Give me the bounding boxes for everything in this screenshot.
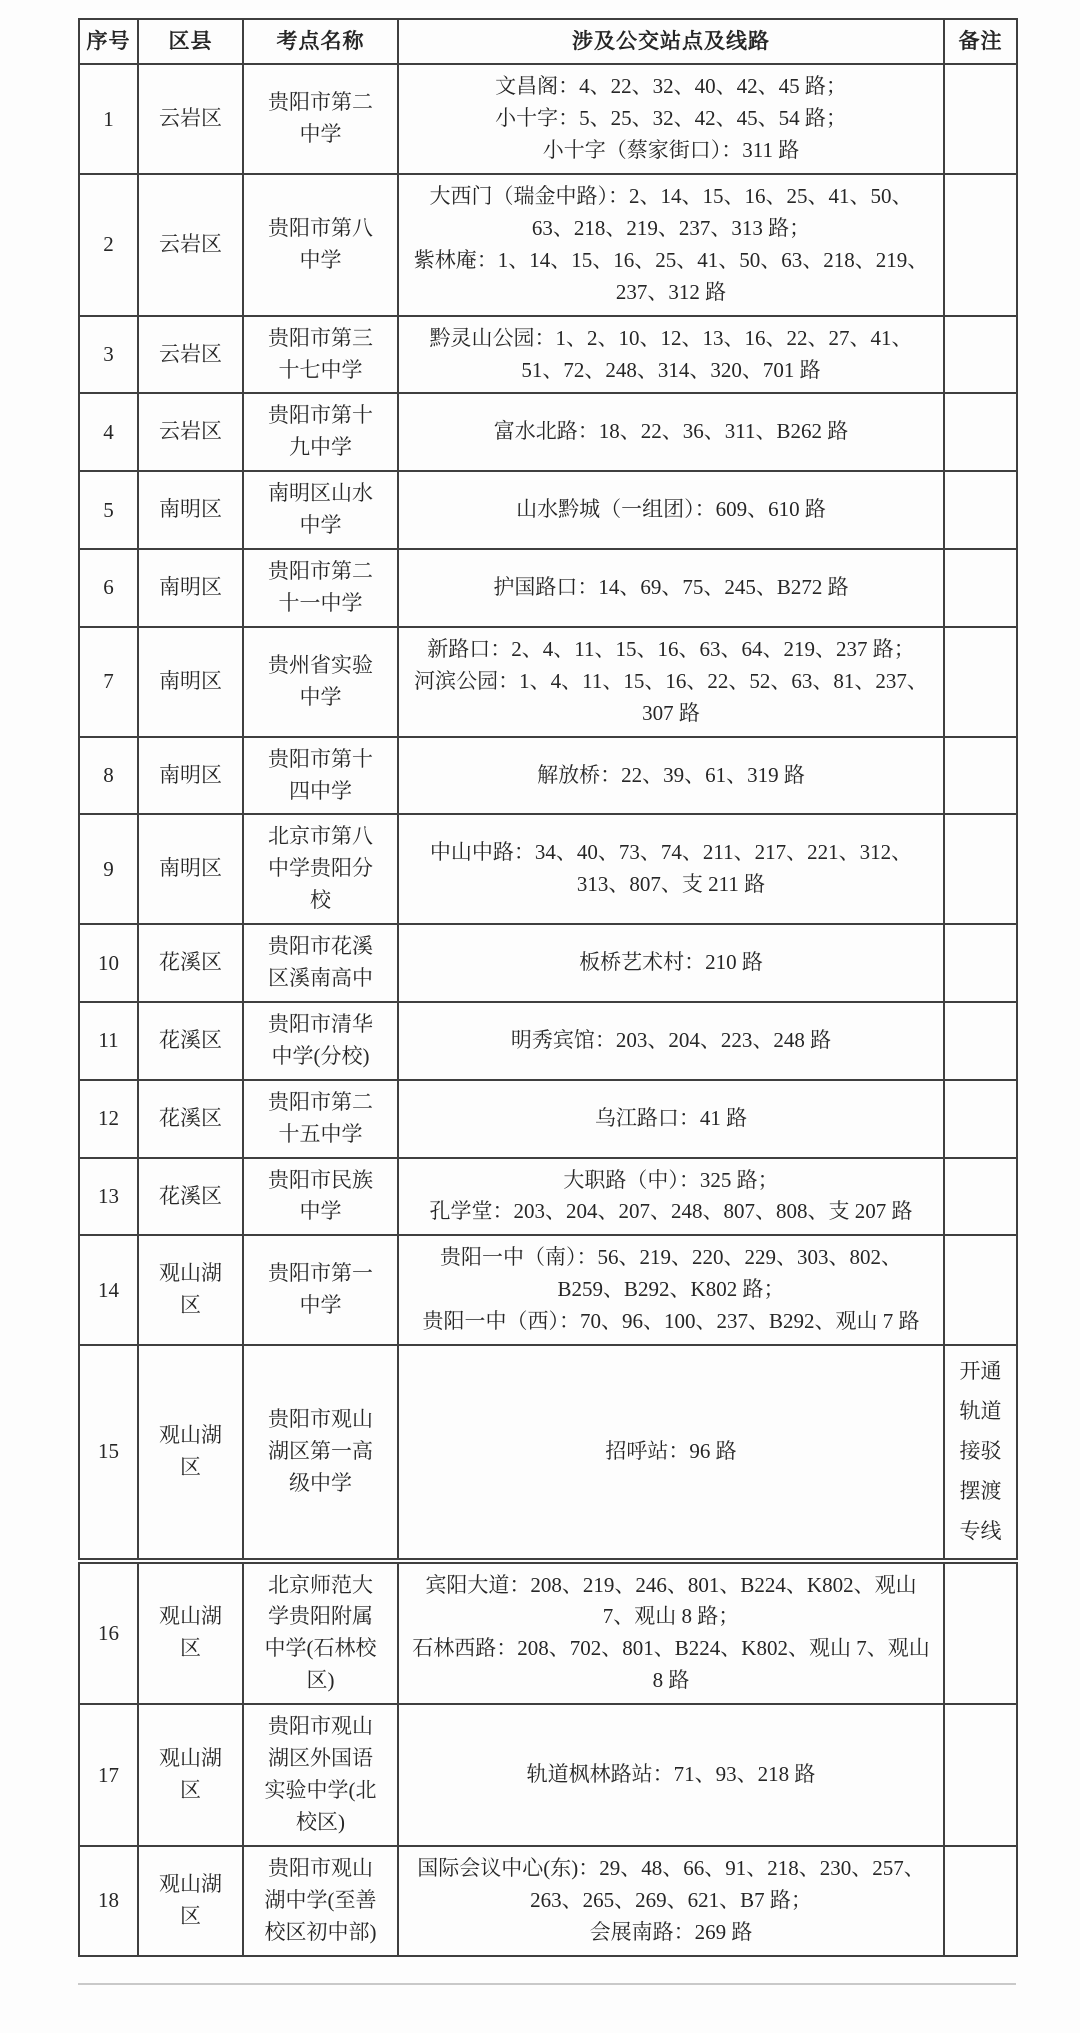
remark-cell <box>944 316 1017 394</box>
remark-cell <box>944 1080 1017 1158</box>
school-cell: 贵阳市第八中学 <box>243 174 398 316</box>
row-number-cell: 8 <box>79 737 138 815</box>
table-row <box>79 174 1017 316</box>
bus-routes-table <box>78 18 1018 1957</box>
table-row <box>79 1561 1017 1705</box>
district-cell: 观山湖区 <box>138 1235 243 1345</box>
district-cell: 云岩区 <box>138 174 243 316</box>
row-number-cell: 10 <box>79 924 138 1002</box>
route-line: 大西门（瑞金中路）：2、14、15、16、25、41、50、63、218、219、237、313 路； <box>429 184 913 240</box>
school-cell: 贵阳市清华中学(分校) <box>243 1002 398 1080</box>
table-row <box>79 316 1017 394</box>
routes-cell <box>398 316 944 394</box>
route-line: 紫林庵：1、14、15、16、25、41、50、63、218、219、237、312 路 <box>413 247 929 304</box>
routes-cell <box>398 814 944 924</box>
remark-cell <box>944 1158 1017 1236</box>
district-cell: 南明区 <box>138 737 243 815</box>
district-cell: 云岩区 <box>138 393 243 471</box>
header-row <box>79 19 1017 64</box>
table-row <box>79 1002 1017 1080</box>
row-number-cell: 3 <box>79 316 138 394</box>
table-row <box>79 627 1017 737</box>
district-cell: 花溪区 <box>138 1158 243 1236</box>
routes-cell <box>398 1002 944 1080</box>
route-line: 小十字（蔡家街口）：311 路 <box>542 138 800 163</box>
row-number-cell: 6 <box>79 549 138 627</box>
header-district: 区县 <box>138 19 243 64</box>
route-line: 黔灵山公园：1、2、10、12、13、16、22、27、41、51、72、248、314、320、701 路 <box>429 325 913 382</box>
route-line: 中山中路：34、40、73、74、211、217、221、312、313、807、支 211 路 <box>429 840 913 897</box>
route-line: 国际会议中心(东)：29、48、66、91、218、230、257、263、265、269、621、B7 路； <box>417 1855 925 1912</box>
header-no: 序号 <box>79 19 138 64</box>
row-number-cell: 16 <box>79 1561 138 1705</box>
row-number-cell: 1 <box>79 64 138 174</box>
routes-cell <box>398 627 944 737</box>
route-line: 河滨公园：1、4、11、15、16、22、52、63、81、237、307 路 <box>414 668 928 725</box>
route-line: 轨道枫林路站：71、93、218 路 <box>526 1762 816 1787</box>
routes-cell <box>398 1846 944 1956</box>
school-cell: 贵阳市第十九中学 <box>243 393 398 471</box>
row-number-cell: 11 <box>79 1002 138 1080</box>
remark-cell <box>944 924 1017 1002</box>
school-cell: 贵阳市第二中学 <box>243 64 398 174</box>
table-row <box>79 393 1017 471</box>
table-row <box>79 1158 1017 1236</box>
routes-cell <box>398 1080 944 1158</box>
school-cell: 贵阳市第一中学 <box>243 1235 398 1345</box>
remark-cell: 开通轨道接驳摆渡专线 <box>944 1345 1017 1560</box>
school-cell: 贵阳市第二十五中学 <box>243 1080 398 1158</box>
route-line: 孔学堂：203、204、207、248、807、808、支 207 路 <box>429 1199 913 1224</box>
row-number-cell: 4 <box>79 393 138 471</box>
district-cell: 观山湖区 <box>138 1704 243 1846</box>
district-cell: 花溪区 <box>138 1002 243 1080</box>
district-cell: 花溪区 <box>138 924 243 1002</box>
remark-cell <box>944 627 1017 737</box>
district-cell: 云岩区 <box>138 64 243 174</box>
district-cell: 云岩区 <box>138 316 243 394</box>
routes-cell <box>398 471 944 549</box>
school-cell: 南明区山水中学 <box>243 471 398 549</box>
route-line: 招呼站：96 路 <box>605 1438 737 1463</box>
district-cell: 花溪区 <box>138 1080 243 1158</box>
school-cell: 北京师范大学贵阳附属中学(石林校区) <box>243 1561 398 1705</box>
row-number-cell: 14 <box>79 1235 138 1345</box>
table-header <box>79 19 1017 64</box>
routes-cell <box>398 1235 944 1345</box>
next-page-rule <box>78 1983 1016 1985</box>
remark-cell <box>944 737 1017 815</box>
school-cell: 贵阳市观山湖区外国语实验中学(北校区) <box>243 1704 398 1846</box>
row-number-cell: 5 <box>79 471 138 549</box>
remark-cell <box>944 64 1017 174</box>
route-line: 板桥艺术村：210 路 <box>579 950 763 975</box>
route-line: 小十字：5、25、32、42、45、54 路； <box>495 106 847 131</box>
route-line: 解放桥：22、39、61、319 路 <box>537 762 805 787</box>
row-number-cell: 17 <box>79 1704 138 1846</box>
route-line: 新路口：2、4、11、15、16、63、64、219、237 路； <box>427 636 915 661</box>
route-line: 贵阳一中（西）：70、96、100、237、B292、观山 7 路 <box>422 1309 920 1334</box>
routes-cell <box>398 1704 944 1846</box>
routes-cell <box>398 1345 944 1560</box>
route-line: 会展南路：269 路 <box>589 1919 753 1944</box>
remark-cell <box>944 174 1017 316</box>
route-line: 贵阳一中（南）：56、219、220、229、303、802、B259、B292、K802 路； <box>440 1245 902 1302</box>
row-number-cell: 9 <box>79 814 138 924</box>
table-row <box>79 1704 1017 1846</box>
remark-cell <box>944 1002 1017 1080</box>
route-line: 明秀宾馆：203、204、223、248 路 <box>510 1027 832 1052</box>
district-cell: 南明区 <box>138 471 243 549</box>
district-cell: 观山湖区 <box>138 1561 243 1705</box>
route-line: 护国路口：14、69、75、245、B272 路 <box>493 575 849 600</box>
school-cell: 贵州省实验中学 <box>243 627 398 737</box>
district-cell: 观山湖区 <box>138 1846 243 1956</box>
route-line: 石林西路：208、702、801、B224、K802、观山 7、观山 8 路 <box>412 1636 930 1693</box>
table-row <box>79 1235 1017 1345</box>
header-school: 考点名称 <box>243 19 398 64</box>
school-cell: 贵阳市观山湖区第一高级中学 <box>243 1345 398 1560</box>
table-row <box>79 471 1017 549</box>
remark-cell <box>944 471 1017 549</box>
school-cell: 贵阳市第十四中学 <box>243 737 398 815</box>
school-cell: 贵阳市民族中学 <box>243 1158 398 1236</box>
table-row <box>79 1846 1017 1956</box>
routes-cell <box>398 174 944 316</box>
table-body <box>79 64 1017 1955</box>
routes-cell <box>398 737 944 815</box>
district-cell: 南明区 <box>138 549 243 627</box>
row-number-cell: 7 <box>79 627 138 737</box>
district-cell: 南明区 <box>138 627 243 737</box>
table-row <box>79 64 1017 174</box>
school-cell: 贵阳市观山湖中学(至善校区初中部) <box>243 1846 398 1956</box>
school-cell: 贵阳市第三十七中学 <box>243 316 398 394</box>
route-line: 乌江路口：41 路 <box>594 1105 748 1130</box>
school-cell: 贵阳市花溪区溪南高中 <box>243 924 398 1002</box>
district-cell: 观山湖区 <box>138 1345 243 1560</box>
remark-cell <box>944 1846 1017 1956</box>
routes-cell <box>398 924 944 1002</box>
routes-cell <box>398 1158 944 1236</box>
table-row <box>79 737 1017 815</box>
remark-cell <box>944 549 1017 627</box>
table-row <box>79 1080 1017 1158</box>
route-line: 文昌阁：4、22、32、40、42、45 路； <box>495 74 847 99</box>
header-remark: 备注 <box>944 19 1017 64</box>
remark-cell <box>944 814 1017 924</box>
routes-cell <box>398 64 944 174</box>
route-line: 大职路（中）：325 路； <box>563 1167 779 1192</box>
row-number-cell: 12 <box>79 1080 138 1158</box>
route-line: 富水北路：18、22、36、311、B262 路 <box>493 419 849 444</box>
table-row <box>79 549 1017 627</box>
row-number-cell: 18 <box>79 1846 138 1956</box>
table-row <box>79 924 1017 1002</box>
header-routes: 涉及公交站点及线路 <box>398 19 944 64</box>
district-cell: 南明区 <box>138 814 243 924</box>
remark-cell <box>944 393 1017 471</box>
remark-cell <box>944 1235 1017 1345</box>
routes-cell <box>398 1561 944 1705</box>
row-number-cell: 15 <box>79 1345 138 1560</box>
route-line: 山水黔城（一组团）：609、610 路 <box>516 497 826 522</box>
table-row <box>79 1345 1017 1560</box>
school-cell: 贵阳市第二十一中学 <box>243 549 398 627</box>
row-number-cell: 13 <box>79 1158 138 1236</box>
routes-cell <box>398 549 944 627</box>
routes-cell <box>398 393 944 471</box>
table-row <box>79 814 1017 924</box>
route-line: 宾阳大道：208、219、246、801、B224、K802、观山 7、观山 8 路； <box>425 1572 917 1629</box>
remark-cell <box>944 1561 1017 1705</box>
row-number-cell: 2 <box>79 174 138 316</box>
school-cell: 北京市第八中学贵阳分校 <box>243 814 398 924</box>
remark-cell <box>944 1704 1017 1846</box>
